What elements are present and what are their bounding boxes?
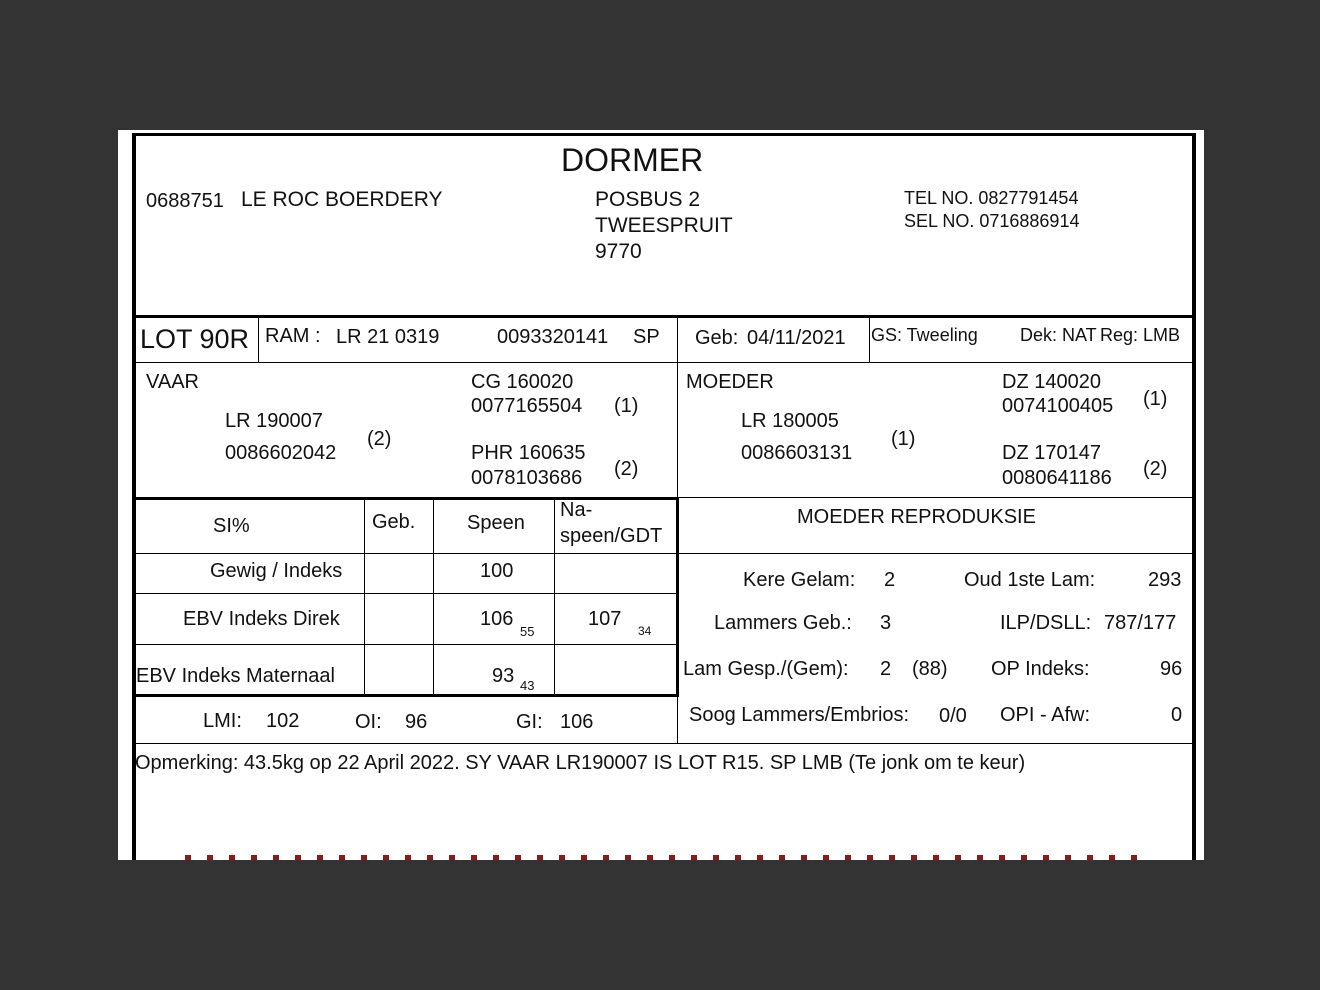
address-line-2: TWEESPRUIT [595,214,733,237]
lammers-value: 3 [880,612,892,634]
opi-value: 0 [1171,704,1183,726]
address-line-3: 9770 [595,240,642,263]
registration: Reg: LMB [1100,325,1181,345]
sire-dam-no: 0078103686 [471,467,583,489]
divider [433,498,434,696]
dam-sire-no: 0074100405 [1002,395,1114,417]
ilp-value: 787/177 [1104,612,1177,634]
speen-value-maternaal: 93 [492,665,515,687]
dam-dam-count: (2) [1143,458,1168,480]
sire-sire-id: CG 160020 [471,371,574,393]
divider [677,696,678,744]
reproduction-title: MOEDER REPRODUKSIE [797,506,1036,528]
divider [134,644,677,645]
sire-dam-count: (2) [614,458,639,480]
owner-name: LE ROC BOERDERY [241,188,443,211]
kere-value: 2 [884,569,896,591]
row-label-gewig: Gewig / Indeks [210,560,343,582]
speen-header: Speen [467,512,525,534]
divider [134,362,1194,363]
lammers-label: Lammers Geb.: [714,612,852,634]
gesp-label: Lam Gesp./(Gem): [683,658,849,680]
dam-dam-id: DZ 170147 [1002,442,1101,464]
birth-status: GS: Tweeling [871,325,978,345]
divider [134,315,1194,318]
gi-label: GI: [516,711,543,733]
naspeen-value-direk: 107 [588,608,622,630]
gi-value: 106 [560,711,594,733]
naspeen-accuracy-direk: 34 [638,624,652,638]
ram-id: LR 21 0319 [336,326,440,348]
speen-value-gewig: 100 [480,560,514,582]
dam-dam-no: 0080641186 [1002,467,1112,489]
speen-accuracy-maternaal: 43 [520,678,535,693]
breed-title: DORMER [561,142,704,178]
birth-date: 04/11/2021 [747,327,846,349]
dam-no: 0086603131 [741,442,853,464]
dam-label: MOEDER [686,371,774,393]
ram-reg-no: 0093320141 [497,326,609,348]
oi-value: 96 [405,711,428,733]
divider [134,553,1194,554]
cellphone: SEL NO. 0716886914 [904,211,1080,231]
si-header: SI% [213,515,250,537]
owner-id: 0688751 [146,190,224,212]
dam-sire-id: DZ 140020 [1002,371,1101,393]
cut-off-red-text [185,855,1145,860]
naspeen-header-1: Na- [560,499,593,521]
gesp-value: 2 [880,658,892,680]
op-value: 96 [1160,658,1183,680]
ilp-label: ILP/DSLL: [1000,612,1092,634]
geb-header: Geb. [372,511,416,533]
ram-label: RAM : [265,325,321,347]
gesp-average: (88) [912,658,948,680]
divider [364,498,365,696]
oud-value: 293 [1148,569,1182,591]
dam-count: (1) [891,428,916,450]
row-label-ebv-direk: EBV Indeks Direk [183,608,340,630]
divider [677,362,678,498]
sire-id: LR 190007 [225,410,323,432]
divider [677,318,678,362]
lmi-value: 102 [266,710,300,732]
naspeen-header-2: speen/GDT [560,525,663,547]
sire-no: 0086602042 [225,442,337,464]
telephone: TEL NO. 0827791454 [904,188,1079,208]
divider [554,498,555,696]
lmi-label: LMI: [203,710,242,732]
sire-sire-count: (1) [614,395,639,417]
soog-value: 0/0 [939,705,967,727]
dam-id: LR 180005 [741,410,839,432]
divider [134,497,679,500]
dam-sire-count: (1) [1143,388,1168,410]
divider [134,743,1194,744]
sire-label: VAAR [146,371,199,393]
birth-label: Geb: [695,327,739,349]
divider [869,318,870,362]
ram-grade: SP [633,326,660,348]
kere-label: Kere Gelam: [743,569,856,591]
speen-accuracy-direk: 55 [520,624,535,639]
divider [676,498,679,696]
lot-number: LOT 90R [140,324,250,354]
divider [134,593,677,594]
row-label-ebv-maternaal: EBV Indeks Maternaal [136,665,335,687]
divider [134,694,679,697]
sire-dam-id: PHR 160635 [471,442,586,464]
mating: Dek: NAT [1020,325,1097,345]
oi-label: OI: [355,711,382,733]
oud-label: Oud 1ste Lam: [964,569,1096,591]
opi-label: OPI - Afw: [1000,704,1091,726]
divider [258,318,259,362]
speen-value-direk: 106 [480,608,514,630]
address-line-1: POSBUS 2 [595,188,701,211]
op-label: OP Indeks: [991,658,1090,680]
soog-label: Soog Lammers/Embrios: [689,704,910,726]
remark: Opmerking: 43.5kg op 22 April 2022. SY VAAR LR190007 IS LOT R15. SP LMB (Te jonk om te keur) [135,752,1026,774]
sire-count: (2) [367,428,392,450]
sire-sire-no: 0077165504 [471,395,583,417]
divider [679,497,1194,498]
